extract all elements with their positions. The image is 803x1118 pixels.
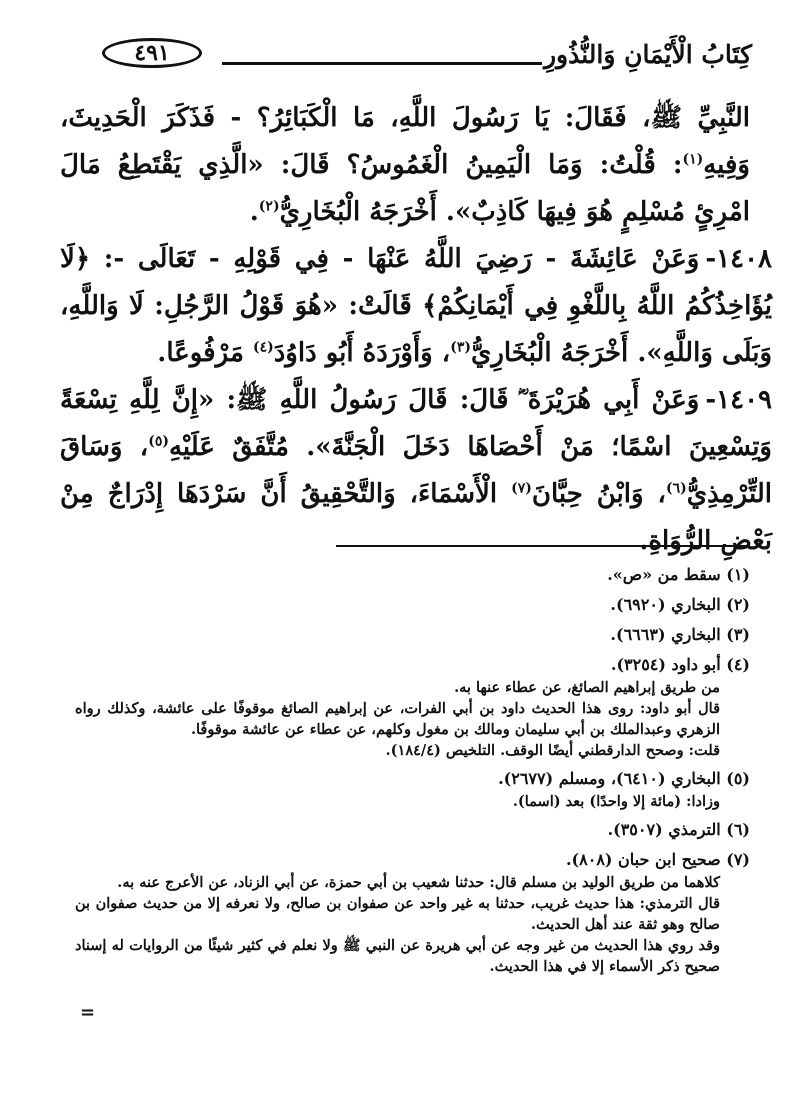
text-run: ، وَسَاقَ التِّرْمِذِيُّ [60, 432, 772, 509]
footnote-line: وزادا: (مائة إلا واحدًا) بعد (اسما). [512, 793, 720, 810]
main-text [60, 95, 772, 565]
footnote-4 [75, 653, 750, 761]
footnote-line: كلاهما من طريق الوليد بن مسلم قال: حدثنا شعيب بن أبي حمزة، عن أبي الزناد، عن الأعرج عنه به. [117, 874, 720, 891]
footnote-line: من طريق إبراهيم الصائغ، عن عطاء عنها به. [454, 679, 720, 696]
footnote-ref: (٥) [148, 433, 169, 450]
text-run: ، وَأَوْرَدَهُ أَبُو دَاوُدَ [273, 338, 451, 368]
footnote-keyword: قلت: [688, 742, 720, 759]
hadith-number: ١٤٠٨- [705, 244, 772, 274]
text-run: مَرْفُوعًا. [157, 338, 253, 368]
footnote-separator [336, 545, 750, 547]
continuation-mark: = [80, 1002, 96, 1023]
header-rule [222, 62, 542, 65]
text-run: . [249, 197, 259, 227]
text-run: وَعَنْ عَائِشَةَ - رَضِيَ اللَّهُ عَنْهَا - فِي قَوْلِهِ - تَعَالَى -: ﴿لَا يُؤَاخِذُكُمُ اللَّهُ بِاللَّغْوِ فِي أَيْمَانِكُمْ﴾ قَالَتْ: «هُوَ قَوْلُ الرَّجُلِ: لَا وَاللَّهِ، وَبَلَى وَاللَّهِ». أَخْرَجَهُ الْبُخَارِيُّ [60, 244, 772, 368]
hadith-number: ١٤٠٩- [705, 385, 772, 415]
footnote-line: وقد روي هذا الحديث من غير وجه عن أبي هريرة عن النبي ﷺ ولا نعلم في كثير شيئًا من الروايات له إسناد صحيح ذكر الأسماء إلا في هذا الحديث. [75, 937, 720, 975]
book-title: كِتَابُ الْأَيْمَانِ وَالنُّذُورِ [543, 40, 752, 69]
footnote-head: (٧) صحيح ابن حبان (٨٠٨). [565, 850, 750, 869]
hadith-1408 [60, 236, 772, 377]
text-run: : قُلْتُ: وَمَا الْيَمِينُ الْغَمُوسُ؟ قَالَ: «الَّذِي يَقْتَطِعُ مَالَ امْرِئٍ مُسْلِمٍ هُوَ فِيهَا كَاذِبٌ». أَخْرَجَهُ الْبُخَارِيُّ [60, 150, 750, 227]
footnote-head: (٥) البخاري (٦٤١٠)، ومسلم (٢٦٧٧). [498, 769, 750, 788]
text-run: ، وَابْنُ حِبَّانَ [531, 479, 666, 509]
footnote-head: (٦) الترمذي (٣٥٠٧). [607, 820, 750, 839]
footnote-head: (١) سقط من «ص». [607, 565, 750, 584]
footnote-head: (٢) البخاري (٦٩٢٠). [610, 595, 750, 614]
footnote-6 [75, 818, 750, 842]
footnote-ref: (٧) [511, 480, 532, 497]
footnote-ref: (٦) [665, 480, 687, 497]
footnote-7 [75, 848, 750, 977]
text-run: الْأَسْمَاءَ، وَالتَّحْقِيقُ أَنَّ سَرْدَهَا إِدْرَاجٌ مِنْ بَعْضِ الرُّوَاةِ. [60, 479, 772, 556]
footnote-head: (٤) أبو داود (٣٢٥٤). [610, 655, 750, 674]
footnote-head: (٣) البخاري (٦٦٦٣). [610, 625, 750, 644]
footnote-2 [75, 593, 750, 617]
hadith-1409 [60, 377, 772, 565]
footnote-ref: (٤) [252, 339, 274, 356]
footnote-ref: (٣) [450, 339, 471, 356]
footnote-line [75, 740, 720, 761]
footnote-5 [75, 767, 750, 812]
page-number: ٤٩١ [102, 38, 202, 68]
footnote-line: قال أبو داود: روى هذا الحديث داود بن أبي الفرات، عن إبراهيم الصائغ موقوفًا على عائشة، وكذلك رواه الزهري وعبدالملك بن أبي سليمان ومالك بن مغول وكلهم، عن عطاء عن عائشة موقوفًا. [75, 700, 720, 738]
text-run: وَعَنْ أَبِي هُرَيْرَةَ ؓ قَالَ: قَالَ رَسُولُ اللَّهِ ﷺ: «إِنَّ لِلَّهِ تِسْعَةً وَتِسْعِينَ اسْمًا؛ مَنْ أَحْصَاهَا دَخَلَ الْجَنَّةَ». مُتَّفَقٌ عَلَيْهِ [60, 385, 772, 462]
footnotes [75, 563, 750, 983]
footnote-ref: (٢) [258, 198, 280, 215]
footnote-line: قال الترمذي: هذا حديث غريب، حدثنا به غير واحد عن صفوان بن صالح، ولا نعرفه إلا من حديث صفوان بن صالح وهو ثقة عند أهل الحديث. [75, 895, 720, 933]
page-header [102, 38, 752, 78]
text-run: النَّبِيِّ ﷺ، فَقَالَ: يَا رَسُولَ اللَّهِ، مَا الْكَبَائِرُ؟ - فَذَكَرَ الْحَدِيثَ، وَفِيهِ [60, 103, 750, 180]
paragraph-continuation [60, 95, 750, 236]
footnote-3 [75, 623, 750, 647]
footnote-text: وصحح الدارقطني أيضًا الوقف. التلخيص (١٨٤/٤). [385, 742, 689, 759]
footnote-ref: (١) [682, 151, 704, 168]
footnote-1 [75, 563, 750, 587]
